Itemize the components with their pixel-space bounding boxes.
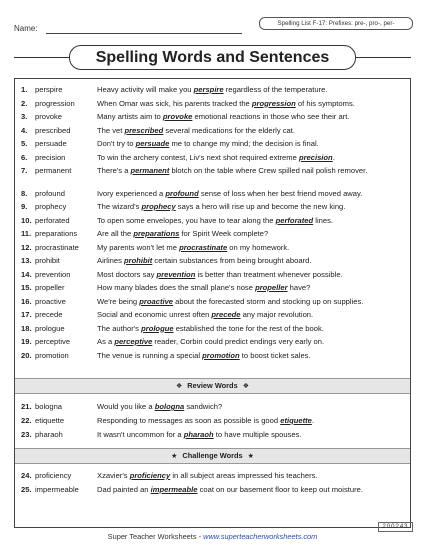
name-line xyxy=(46,33,242,34)
footer xyxy=(0,532,425,541)
sentence-end: . xyxy=(332,152,335,162)
sentence-start: As a xyxy=(97,337,115,346)
sentence-end: established the tone for the rest of the book. xyxy=(173,323,324,333)
sentence-end: coat on our basement floor to keep out moisture. xyxy=(197,485,363,494)
sentence-keyword: perforated xyxy=(275,215,314,225)
example-sentence xyxy=(97,229,405,239)
sentence-keyword: perspire xyxy=(193,85,224,94)
sentence-start: Ivory experienced a xyxy=(97,188,166,198)
sentence-end: . xyxy=(311,416,314,425)
sentence-start: To win the archery contest, Liv's next shot required extreme xyxy=(97,152,299,162)
spelling-word: promotion xyxy=(35,350,69,360)
example-sentence xyxy=(97,153,405,163)
spelling-word: perforated xyxy=(35,215,70,225)
sentence-end: me to change my mind; the decision is final. xyxy=(169,139,319,148)
spelling-word: persuade xyxy=(35,139,67,148)
sentence-start: Are all the xyxy=(97,229,134,238)
diamond-ornament-icon: ❖ xyxy=(242,383,249,390)
example-sentence xyxy=(97,85,405,95)
sentence-start: The vet xyxy=(97,125,125,135)
sentence-end: says a hero will rise up and become the new king. xyxy=(175,202,346,211)
sentence-keyword: pharaoh xyxy=(183,430,214,439)
sentence-end: of his symptoms. xyxy=(295,98,355,108)
sentence-end: about the forecasted storm and stocking up on supplies. xyxy=(173,296,364,306)
sentence-keyword: provoke xyxy=(162,112,193,121)
sentence-keyword: promotion xyxy=(202,350,240,360)
sentence-start: Most doctors say xyxy=(97,269,157,279)
sentence-start: Don't try to xyxy=(97,139,136,148)
example-sentence xyxy=(97,243,405,253)
sentence-start: To open some envelopes, you have to tear along the xyxy=(97,215,276,225)
example-sentence xyxy=(97,351,405,361)
sentence-start: We're being xyxy=(97,296,140,306)
item-number: 22. xyxy=(21,416,32,425)
sentence-end: certain substances from being brought aboard. xyxy=(152,256,312,265)
sentence-start: How many blades does the small plane's nose xyxy=(97,283,256,292)
item-number: 1. xyxy=(21,85,28,94)
name-label: Name: xyxy=(14,24,38,33)
spelling-word: precision xyxy=(35,152,66,162)
item-number: 19. xyxy=(21,337,32,346)
example-sentence xyxy=(97,112,405,122)
item-number: 13. xyxy=(21,256,32,265)
sentence-keyword: profound xyxy=(165,188,199,198)
sentence-keyword: prescribed xyxy=(124,125,164,135)
sentence-keyword: permanent xyxy=(130,166,170,175)
spelling-word: prevention xyxy=(35,269,71,279)
sentence-start: Xzavier's xyxy=(97,471,130,480)
sentence-end: any major revolution. xyxy=(240,310,314,319)
spelling-word: permanent xyxy=(35,166,72,175)
sentence-keyword: prologue xyxy=(141,323,174,333)
sentence-end: to have multiple spouses. xyxy=(213,430,302,439)
sentence-end: lines. xyxy=(313,215,333,225)
example-sentence xyxy=(97,139,405,149)
page-title: Spelling Words and Sentences xyxy=(69,45,356,70)
item-number: 2. xyxy=(21,98,28,108)
sentence-keyword: perceptive xyxy=(114,337,153,346)
item-number: 20. xyxy=(21,350,32,360)
challenge-words-band xyxy=(15,448,410,464)
sentence-end: sense of loss when her best friend moved away. xyxy=(198,188,363,198)
sentence-end: several medications for the elderly cat. xyxy=(163,125,295,135)
sentence-start: When Omar was sick, his parents tracked the xyxy=(97,98,252,108)
sentence-end: on my homework. xyxy=(227,242,290,252)
sentence-end: have? xyxy=(287,283,311,292)
sentence-start: Social and economic unrest often xyxy=(97,310,212,319)
example-sentence xyxy=(97,430,405,440)
title-rule-right xyxy=(356,57,411,58)
challenge-words-band-title: Challenge Words xyxy=(182,451,243,460)
sentence-keyword: proactive xyxy=(139,296,174,306)
review-words-band xyxy=(15,378,410,394)
spelling-word: proficiency xyxy=(35,471,72,480)
sentence-end: for Spirit Week complete? xyxy=(179,229,269,238)
sentence-start: Heavy activity will make you xyxy=(97,85,194,94)
item-number: 12. xyxy=(21,242,32,252)
spelling-word: prohibit xyxy=(35,256,60,265)
sentence-end: blotch on the table where Crew spilled nail polish remover. xyxy=(169,166,368,175)
item-number: 4. xyxy=(21,125,28,135)
example-sentence xyxy=(97,99,405,109)
example-sentence xyxy=(97,416,405,426)
sentence-keyword: impermeable xyxy=(150,485,198,494)
sentence-keyword: prevention xyxy=(156,269,196,279)
example-sentence xyxy=(97,202,405,212)
example-sentence xyxy=(97,297,405,307)
example-sentence xyxy=(97,256,405,266)
spelling-word: prophecy xyxy=(35,202,67,211)
item-number: 3. xyxy=(21,112,28,121)
sentence-start: Responding to messages as soon as possible is good xyxy=(97,416,281,425)
item-number: 18. xyxy=(21,323,32,333)
item-number: 14. xyxy=(21,269,32,279)
example-sentence xyxy=(97,126,405,136)
example-sentence xyxy=(97,324,405,334)
example-sentence xyxy=(97,166,405,176)
sentence-start: The venue is running a special xyxy=(97,350,203,360)
spelling-word: perspire xyxy=(35,85,63,94)
spelling-word: procrastinate xyxy=(35,242,79,252)
spelling-word: prescribed xyxy=(35,125,71,135)
example-sentence xyxy=(97,216,405,226)
sentence-start: There's a xyxy=(97,166,131,175)
sentence-keyword: proficiency xyxy=(129,471,171,480)
spelling-word: provoke xyxy=(35,112,63,121)
example-sentence xyxy=(97,471,405,481)
spelling-word: precede xyxy=(35,310,63,319)
example-sentence xyxy=(97,283,405,293)
sentence-end: regardless of the temperature. xyxy=(223,85,328,94)
sentence-start: Airlines xyxy=(97,256,125,265)
example-sentence xyxy=(97,485,405,495)
example-sentence xyxy=(97,270,405,280)
example-sentence xyxy=(97,337,405,347)
spelling-word: progression xyxy=(35,98,75,108)
sentence-start: My parents won't let me xyxy=(97,242,180,252)
sentence-keyword: etiquette xyxy=(280,416,312,425)
sentence-start: The wizard's xyxy=(97,202,142,211)
sentence-keyword: prohibit xyxy=(124,256,153,265)
spelling-word: preparations xyxy=(35,229,78,238)
sentence-keyword: procrastinate xyxy=(179,242,228,252)
item-number: 23. xyxy=(21,430,32,439)
item-number: 9. xyxy=(21,202,28,211)
sentence-end: to boost ticket sales. xyxy=(239,350,311,360)
item-number: 10. xyxy=(21,215,32,225)
sentence-keyword: prophecy xyxy=(141,202,176,211)
spelling-word: etiquette xyxy=(35,416,65,425)
spelling-word: propeller xyxy=(35,283,65,292)
review-words-band-title: Review Words xyxy=(187,381,238,390)
item-number: 16. xyxy=(21,296,32,306)
footer-site-link[interactable]: www.superteacherworksheets.com xyxy=(203,532,318,541)
sentence-end: emotional reactions in those who see their art. xyxy=(192,112,350,121)
example-sentence xyxy=(97,402,405,412)
example-sentence xyxy=(97,310,405,320)
sentence-keyword: propeller xyxy=(255,283,288,292)
item-number: 17. xyxy=(21,310,32,319)
item-number: 6. xyxy=(21,152,28,162)
sentence-keyword: progression xyxy=(251,98,296,108)
sentence-end: sandwich? xyxy=(184,402,223,411)
worksheet-code: 200243 xyxy=(378,522,413,532)
sentence-start: Would you like a xyxy=(97,402,155,411)
star-icon: ★ xyxy=(171,453,178,460)
spelling-word: perceptive xyxy=(35,337,71,346)
sentence-start: Dad painted an xyxy=(97,485,151,494)
sentence-start: Many artists aim to xyxy=(97,112,163,121)
example-sentence xyxy=(97,189,405,199)
item-number: 15. xyxy=(21,283,32,292)
sentence-keyword: persuade xyxy=(135,139,170,148)
sentence-keyword: precede xyxy=(211,310,241,319)
sentence-keyword: bologna xyxy=(154,402,185,411)
spelling-word: bologna xyxy=(35,402,63,411)
sentence-start: It wasn't uncommon for a xyxy=(97,430,184,439)
sentence-end: reader, Corbin could predict endings very early on. xyxy=(152,337,325,346)
spelling-word: proactive xyxy=(35,296,66,306)
item-number: 7. xyxy=(21,166,28,175)
sentence-keyword: precision xyxy=(298,152,333,162)
star-icon: ★ xyxy=(247,453,254,460)
spelling-word: impermeable xyxy=(35,485,79,494)
footer-brand: Super Teacher Worksheets - xyxy=(107,532,204,541)
item-number: 25. xyxy=(21,485,32,494)
title-rule-left xyxy=(14,57,69,58)
sentence-end: is better than treatment whenever possible. xyxy=(195,269,343,279)
diamond-ornament-icon: ❖ xyxy=(176,383,183,390)
spelling-word: prologue xyxy=(35,323,65,333)
word-list-box xyxy=(14,78,411,528)
spelling-list-tag: Spelling List F-17: Prefixes: pre-, pro-, per- xyxy=(259,17,413,30)
item-number: 11. xyxy=(21,229,32,238)
sentence-end: in all subject areas impressed his teachers. xyxy=(170,471,318,480)
item-number: 5. xyxy=(21,139,28,148)
sentence-start: The author's xyxy=(97,323,142,333)
sentence-keyword: preparations xyxy=(133,229,180,238)
spelling-word: profound xyxy=(35,188,65,198)
item-number: 21. xyxy=(21,402,32,411)
spelling-word: pharaoh xyxy=(35,430,63,439)
item-number: 24. xyxy=(21,471,32,480)
item-number: 8. xyxy=(21,188,28,198)
